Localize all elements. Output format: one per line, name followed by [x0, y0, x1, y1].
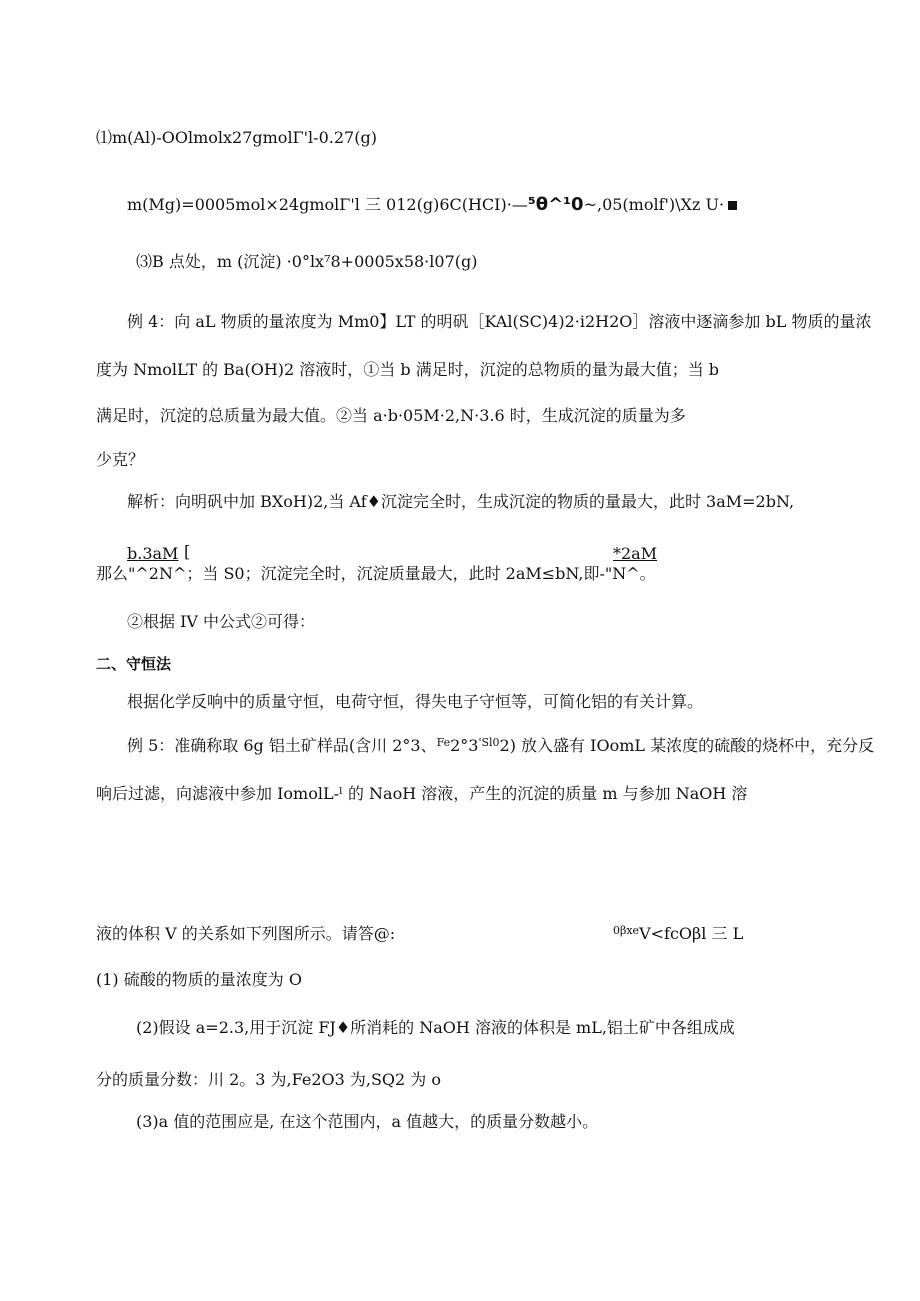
example-5-part-b: 2°3 [450, 736, 479, 755]
answer-line-1: ⑴m(Al)-OOlmolx27gmolΓ'l-0.27(g) [96, 128, 377, 147]
question-1: (1) 硫酸的物质的量浓度为 O [96, 970, 302, 989]
example-5-part-c: 2) 放入盛有 IOomL 某浓度的硫酸的烧杯中，充分反 [499, 736, 875, 755]
fraction-numerator-right: *2aM [613, 544, 658, 563]
bracket-mark: [ [184, 542, 191, 561]
fraction-numerator-left: b.3aM [127, 544, 179, 563]
section-intro: 根据化学反响中的质量守恒，电荷守恒，得失电子守恒等，可简化铝的有关计算。 [127, 692, 704, 711]
example-5-figure-label [613, 924, 743, 946]
example-4-line-1: 例 4：向 aL 物质的量浓度为 Mm0】LT 的明矾［KAl(SC)4)2·i2H2O］溶液中逐滴参加 bL 物质的量浓 [127, 312, 872, 331]
example-5-line-3: 液的体积 V 的关系如下列图所示。请答@: [96, 924, 396, 943]
example-4-line-2: 度为 NmolLT 的 Ba(OH)2 溶液时，①当 b 满足时，沉淀的总物质的量为最大值；当 b [96, 360, 720, 379]
analysis-line-1: 解析：向明矾中加 BXoH)2,当 Af♦沉淀完全时，生成沉淀的物质的量最大，此时 3aM=2bN, [127, 492, 795, 511]
answer-line-2-tail: ~,05(molf')\Xz U· [583, 195, 725, 214]
question-3: (3)a 值的范围应是, 在这个范围内，a 值越大，的质量分数越小。 [136, 1112, 599, 1131]
example-5-superscript-1: Fe [436, 736, 451, 749]
example-5-part-a: 例 5：准确称取 6g 铝土矿样品(含川 2°3、 [127, 736, 437, 755]
figure-label-text: V<fcOβl 三 L [639, 924, 744, 943]
figure-label-superscript: 0βxe [613, 924, 640, 937]
section-heading: 二、守恒法 [96, 655, 172, 673]
question-2-line-2: 分的质量分数：川 2。3 为,Fe2O3 为,SQ2 为 o [96, 1070, 442, 1089]
answer-line-2-bold: ⁵θ^¹0 [527, 194, 584, 215]
example-4-line-3: 满足时，沉淀的总质量为最大值。②当 a·b·05M·2,N·3.6 时，生成沉淀的质量为多 [96, 406, 686, 425]
example-5-line-2: 响后过滤，向滤液中参加 IomolL-ˡ 的 NaoH 溶液，产生的沉淀的质量 m 与参加 NaOH 溶 [96, 784, 748, 803]
analysis-line-2: 那么"^2N^；当 S0；沉淀完全时，沉淀质量最大，此时 2aM≤bN,即-"N^。 [96, 564, 656, 583]
analysis-line-3: ②根据 IV 中公式②可得： [127, 612, 316, 631]
question-2-line-1: (2)假设 a=2.3,用于沉淀 FJ♦所消耗的 NaOH 溶液的体积是 mL,铝土矿中各组成成 [136, 1018, 735, 1037]
example-4-line-4: 少克？ [96, 450, 145, 469]
example-5-superscript-2: 'Sl0 [478, 736, 500, 749]
example-5-line-1 [127, 736, 874, 758]
black-square-mark [728, 201, 737, 210]
answer-line-2 [127, 195, 737, 215]
answer-line-3: ⑶B 点处，m (沉淀) ·0°lx⁷8+0005x58·l07(g) [136, 252, 478, 271]
answer-line-2-main: m(Mg)=0005mol×24gmolΓ'l 三 012(g)6C(HCI)·— [127, 195, 528, 214]
